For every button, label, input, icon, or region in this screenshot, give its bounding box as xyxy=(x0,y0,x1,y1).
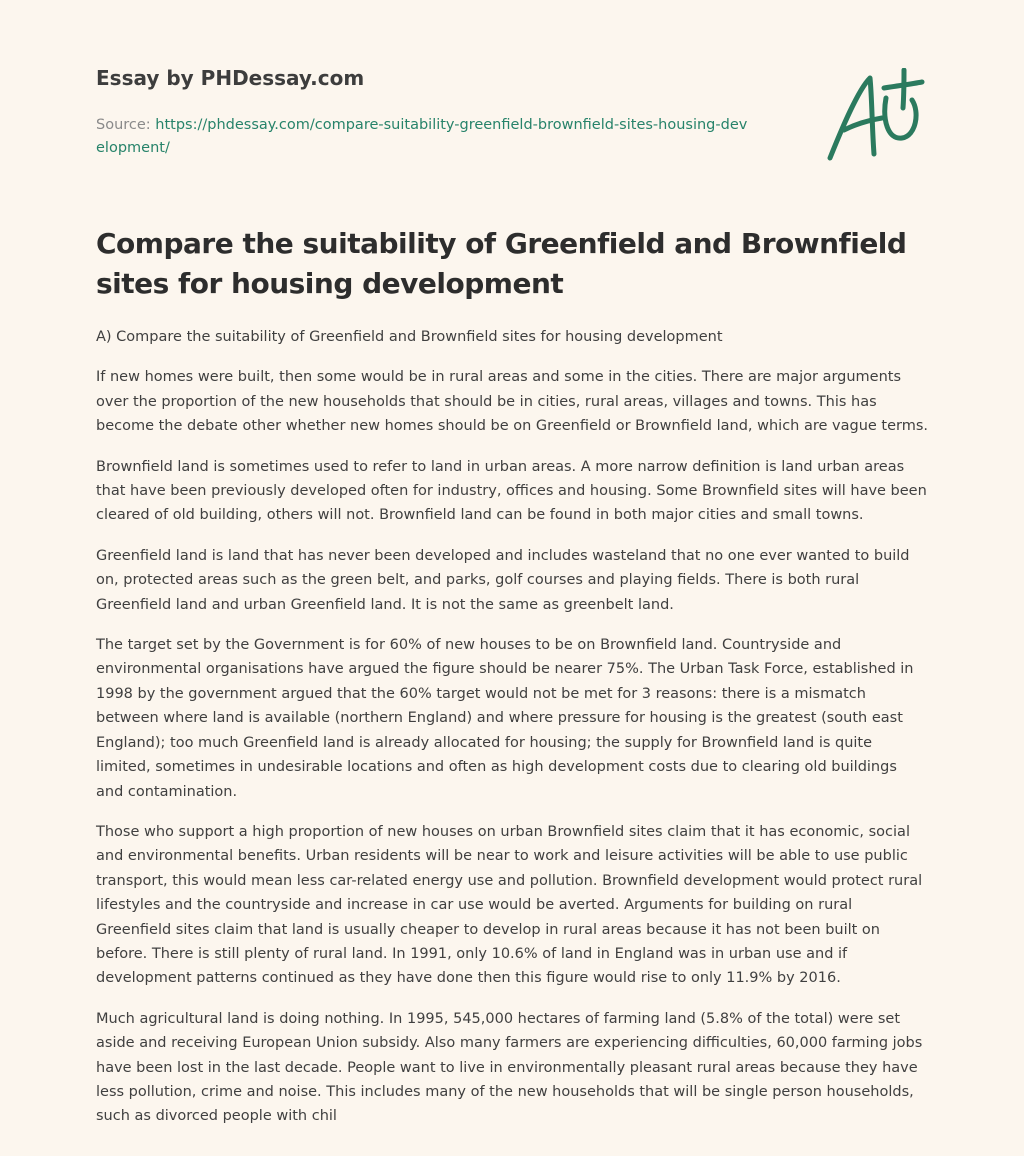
paragraph: Greenfield land is land that has never been developed and includes wasteland that no one ever wanted to build on, protected areas such as the green belt, and parks, golf courses and playing fields. There is both rural Greenfield land and urban Greenfield land. It is not the same as greenbelt land. xyxy=(96,547,910,613)
source-label: Source: xyxy=(96,117,156,133)
paragraph: The target set by the Government is for 60% of new houses to be on Brownfield land. Countryside and environmental organisations have argued the figure should be nearer 75%. The Urban Task Force, established in 1998 by the government argued that the 60% target would not be met for 3 reasons: there is a mismatch between where land is available (northern England) and where pressure for housing is the greatest (south east England); too much Greenfield land is already allocated for housing; the supply for Brownfield land is quite limited, sometimes in undesirable locations and often as high development costs due to clearing old buildings and contamination. xyxy=(96,637,914,800)
a-plus-logo-icon xyxy=(822,68,926,164)
source-link[interactable]: https://phdessay.com/compare-suitability-greenfield-brownfield-sites-housing-development/ xyxy=(96,117,748,156)
paragraph: Much agricultural land is doing nothing. In 1995, 545,000 hectares of farming land (5.8% of the total) were set aside and receiving European Union subsidy. Also many farmers are experiencing difficulties, 60,000 farming jobs have been lost in the last decade. People want to live in environmentally pleasant rural areas because they have less pollution, crime and noise. This includes many of the new households that will be single person households, such as divorced people with chil xyxy=(96,1010,923,1125)
paragraph: If new homes were built, then some would be in rural areas and some in the cities. There are major arguments over the proportion of the new households that should be in cities, rural areas, villages and towns. This has become the debate other whether new homes should be on Greenfield or Brownfield land, which are vague terms. xyxy=(96,369,929,435)
site-brand: Essay by PHDessay.com xyxy=(96,66,365,90)
essay-header xyxy=(96,62,776,160)
a-plus-logo xyxy=(822,68,926,164)
essay-body xyxy=(96,325,928,1145)
essay-title: Compare the suitability of Greenfield and Brownfield sites for housing development xyxy=(96,227,907,300)
paragraph: Those who support a high proportion of new houses on urban Brownfield sites claim that it has economic, social and environmental benefits. Urban residents will be near to work and leisure activities will be able to use public transport, this would mean less car-related energy use and pollution. Brownfield development would protect rural lifestyles and the countryside and increase in car use would be averted. Arguments for building on rural Greenfield sites claim that land is usually cheaper to develop in rural areas because it has not been built on before. There is still plenty of rural land. In 1991, only 10.6% of land in England was in urban use and if development patterns continued as they have done then this figure would rise to only 11.9% by 2016. xyxy=(96,823,923,987)
paragraph: A) Compare the suitability of Greenfield and Brownfield sites for housing development xyxy=(96,329,723,345)
paragraph: Brownfield land is sometimes used to refer to land in urban areas. A more narrow definition is land urban areas that have been previously developed often for industry, offices and housing. Some Brownfield sites will have been cleared of old building, others will not. Brownfield land can be found in both major cities and small towns. xyxy=(96,458,927,524)
source-line xyxy=(96,114,756,160)
